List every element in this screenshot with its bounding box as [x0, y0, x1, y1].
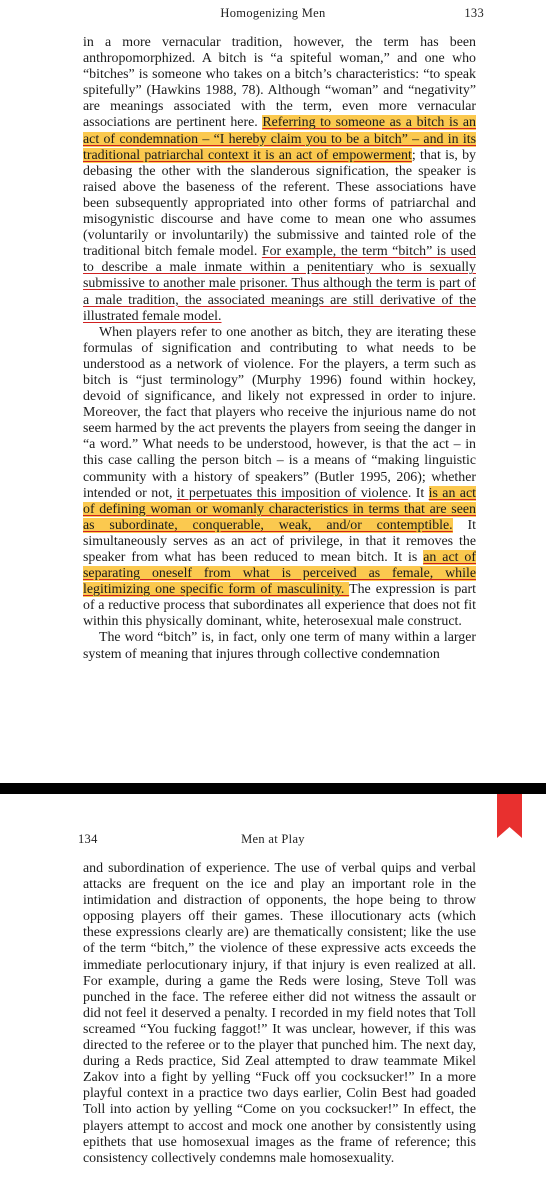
highlighted-passage[interactable]: an act of separating oneself from what is perceived as female, while legitimizing one specific form of masculinity. — [83, 550, 476, 598]
text-run: When players refer to one another as bitch, they are iterating these formulas of signification and contributing to what needs to be understood as a network of violence. For the players, a term such as bitch is “just terminology” (Murphy 1996) found within hockey, devoid of significance, and likely not expressed in order to injure. Moreover, the fact that players who receive the injurious name do not seem harmed by the act prevents the players from seeing the danger in “a word.” What needs to be understood, however, is that the act – in this case calling the person bitch – is a means of “making linguistic community with a history of speakers” (Butler 1995, 206); whether intended or not, — [83, 324, 476, 501]
paragraph — [83, 325, 476, 631]
underlined-passage[interactable]: it perpetuates this imposition of violence — [176, 485, 408, 501]
paragraph: The word “bitch” is, in fact, only one term of many within a larger system of meaning that injures through collective condemnation — [83, 630, 476, 662]
body-text — [83, 861, 476, 1167]
highlighted-passage[interactable]: Referring to someone as a bitch is an act of condemnation – “I hereby claim you to be a bitch” – and in its traditional patriarchal context it is an act of empowerment — [83, 115, 476, 163]
page-134 — [0, 794, 546, 1200]
bookmark-icon[interactable] — [497, 794, 522, 838]
text-run: The expression is part of a reductive process that subordinates all experience that does not fit within this physically dominant, white, heterosexual male construct. — [83, 582, 476, 630]
highlighted-passage[interactable]: is an act of defining woman or womanly characteristics in terms that are seen as subordinate, conquerable, weak, and/or contemptible. — [83, 485, 476, 533]
text-run: . It — [407, 485, 429, 501]
page-divider — [0, 783, 546, 794]
text-run: It simultaneously serves as an act of privilege, in that it removes the speaker from what has been reduced to mean bitch. It is — [83, 517, 476, 565]
paragraph — [83, 35, 476, 325]
text-run: ; that is, by debasing the other with the slanderous signification, the speaker is raised above the baseness of the referent. These associations have been subsequently appropriated into other forms of patriarchal and misogynistic discourse and have come to mean one who assumes (voluntarily or involuntarily) the submissive and tainted role of the traditional bitch female model. — [83, 147, 476, 260]
underlined-passage[interactable]: For example, the term “bitch” is used to describe a male inmate within a penitentiary who is sexually submissive to another male prisoner. Thus although the term is part of a male tradition, the associated meanings are still derivative of the illustrated female model. — [83, 244, 476, 324]
text-run: in a more vernacular tradition, however, the term has been anthropomorphized. A bitch is “a spiteful woman,” and one who “bitches” is someone who takes on a bitch’s characteristics: “to speak spitefully” (Hawkins 1988, 78). Although “woman” and “negativity” are meanings associated with the term, even more vernacular associations are pertinent here. — [83, 35, 476, 131]
page-number: 134 — [78, 832, 98, 846]
body-text — [83, 35, 476, 663]
running-title: Men at Play — [241, 832, 305, 846]
page-number: 133 — [464, 6, 484, 20]
running-title: Homogenizing Men — [220, 6, 326, 20]
paragraph: and subordination of experience. The use of verbal quips and verbal attacks are frequent on the ice and play an important role in the intimidation and distraction of opponents, the hope being to throw opposing players off their games. These illocutionary acts (which these expressions clearly are) are thematically consistent; like the use of the term “bitch,” the violence of these expressive acts exceeds the immediate perlocutionary injury, if that injury is even realized at all. For example, during a game the Reds were losing, Steve Toll was punched in the face. The referee either did not witness the assault or did not feel it deserved a penalty. I recorded in my field notes that Toll screamed “You fucking faggot!” It was unclear, however, if this was directed to the referee or to the player that punched him. The next day, during a Reds practice, Sid Zeal attempted to draw teammate Mikel Zakov into a fight by yelling “Fuck off you cocksucker!” In a more playful context in a practice two days earlier, Colin Best had goaded Toll into action by yelling “Come on you cocksucker!” In effect, the players attempt to accost and mock one another by consistently using epithets that use homosexual images as the frame of reference; this consistency collectively condemns male homosexuality. — [83, 861, 476, 1166]
